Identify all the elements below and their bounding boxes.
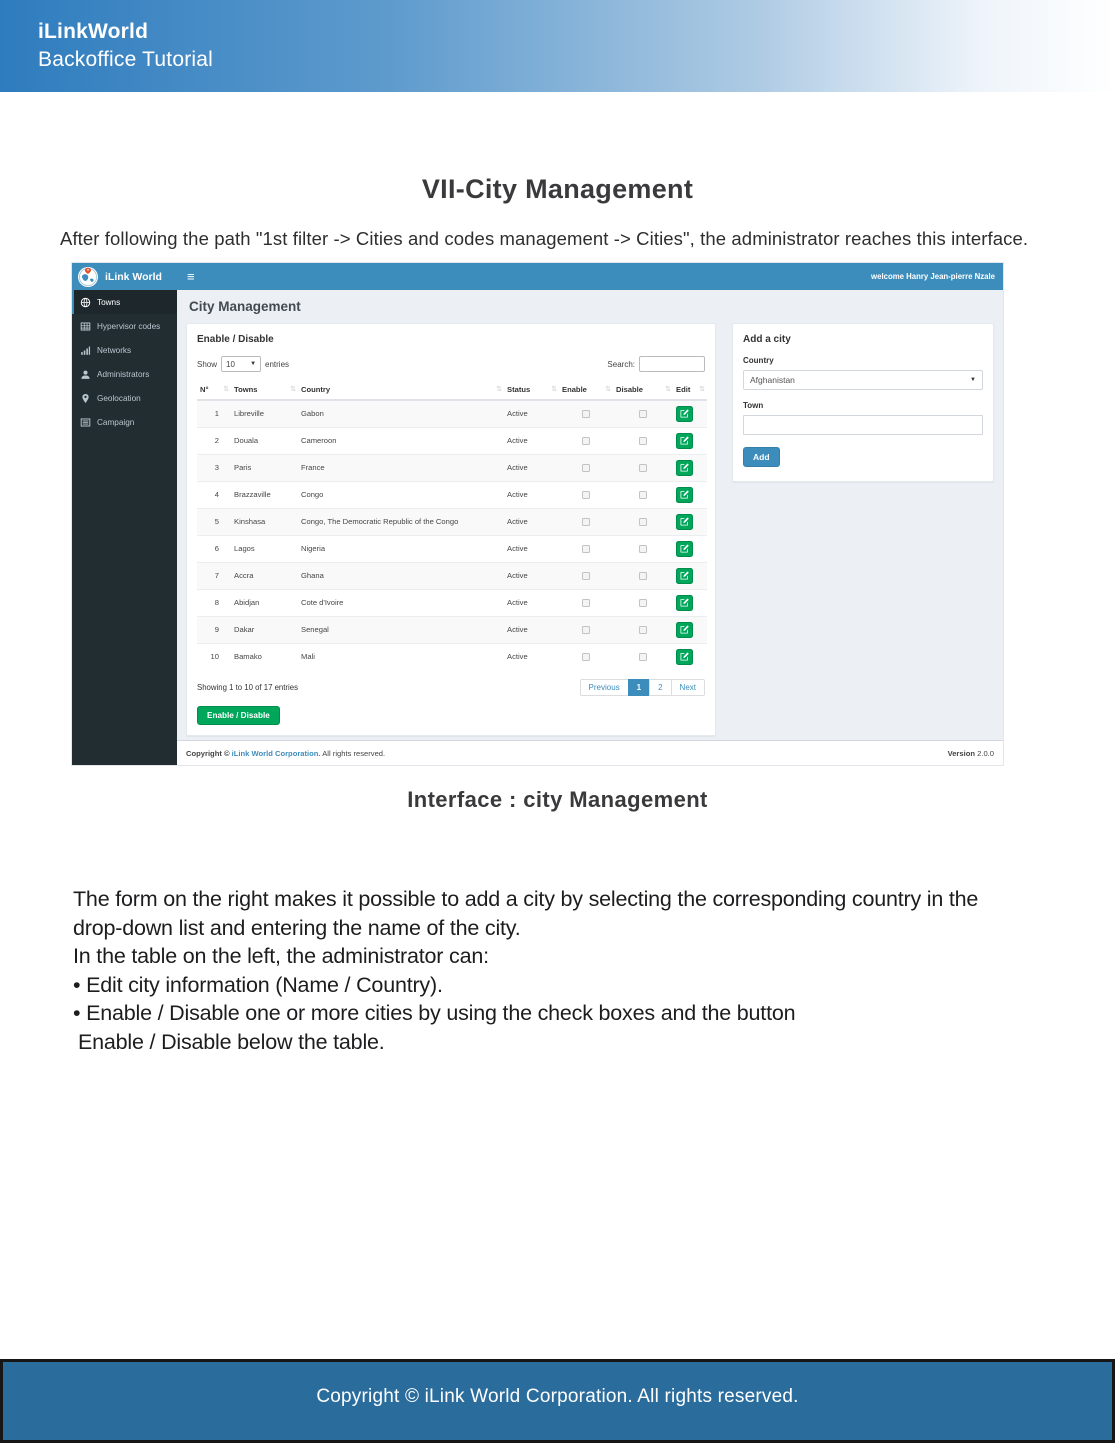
cell-enable <box>559 535 613 562</box>
cell-country: Nigeria <box>298 535 504 562</box>
disable-checkbox[interactable] <box>639 626 647 634</box>
cell-status: Active <box>504 562 559 589</box>
column-header-status[interactable]: Status ⇅ <box>504 380 559 400</box>
cell-country: Ghana <box>298 562 504 589</box>
signal-icon <box>80 345 91 356</box>
table-row <box>197 454 707 481</box>
cell-number: 7 <box>197 562 231 589</box>
edit-button[interactable] <box>676 460 693 476</box>
cell-town: Lagos <box>231 535 298 562</box>
sort-icon: ⇅ <box>665 386 671 393</box>
cell-town: Brazzaville <box>231 481 298 508</box>
cell-number: 6 <box>197 535 231 562</box>
cell-town: Bamako <box>231 643 298 670</box>
add-city-panel <box>732 323 994 482</box>
edit-button[interactable] <box>676 541 693 557</box>
sidebar-item-geolocation[interactable] <box>72 386 177 410</box>
disable-checkbox[interactable] <box>639 518 647 526</box>
city-table <box>197 380 707 670</box>
app-brand-name: iLink World <box>105 270 162 283</box>
cell-disable <box>613 562 673 589</box>
page-size-select[interactable] <box>221 356 261 372</box>
cell-country: Gabon <box>298 400 504 427</box>
enable-disable-button[interactable]: Enable / Disable <box>197 706 280 725</box>
body-text <box>73 885 1075 1056</box>
cell-status: Active <box>504 454 559 481</box>
cell-country: Mali <box>298 643 504 670</box>
app-sidebar <box>72 290 177 765</box>
body-line: drop-down list and entering the name of the city. <box>73 915 521 940</box>
pagination-page-2[interactable]: 2 <box>649 679 671 696</box>
pagination-previous[interactable]: Previous <box>580 679 629 696</box>
map-marker-icon <box>80 393 91 404</box>
cell-enable <box>559 481 613 508</box>
search-input[interactable] <box>639 356 705 372</box>
cell-number: 10 <box>197 643 231 670</box>
cell-number: 1 <box>197 400 231 427</box>
section-title: VII-City Management <box>421 174 694 204</box>
body-line: Enable / Disable below the table. <box>78 1029 385 1054</box>
tutorial-header <box>0 0 1115 92</box>
cell-town: Abidjan <box>231 589 298 616</box>
table-row <box>197 481 707 508</box>
cell-town: Libreville <box>231 400 298 427</box>
sort-icon: ⇅ <box>290 386 296 393</box>
tutorial-subtitle: Backoffice Tutorial <box>38 48 213 71</box>
sidebar-item-networks[interactable] <box>72 338 177 362</box>
disable-checkbox[interactable] <box>639 545 647 553</box>
cell-town: Dakar <box>231 616 298 643</box>
chevron-down-icon: ▼ <box>250 361 257 367</box>
enable-checkbox[interactable] <box>582 464 590 472</box>
cell-edit <box>673 562 707 589</box>
sidebar-item-towns[interactable] <box>72 290 177 314</box>
enable-checkbox[interactable] <box>582 410 590 418</box>
enable-checkbox[interactable] <box>582 491 590 499</box>
cell-country: Congo, The Democratic Republic of the Congo <box>298 508 504 535</box>
country-selected-value: Afghanistan <box>750 375 795 385</box>
edit-button[interactable] <box>676 514 693 530</box>
enable-checkbox[interactable] <box>582 599 590 607</box>
chevron-down-icon: ▼ <box>970 377 976 383</box>
cell-edit <box>673 427 707 454</box>
app-navbar <box>177 263 1003 290</box>
cell-enable <box>559 589 613 616</box>
cell-disable <box>613 454 673 481</box>
cell-status: Active <box>504 427 559 454</box>
table-row <box>197 589 707 616</box>
cell-disable <box>613 508 673 535</box>
body-line: • Enable / Disable one or more cities by using the check boxes and the button <box>73 1001 796 1025</box>
column-header-enable[interactable]: Enable ⇅ <box>559 380 613 400</box>
cell-disable <box>613 589 673 616</box>
footer-rights: All rights reserved. <box>320 748 386 758</box>
cell-status: Active <box>504 481 559 508</box>
hamburger-menu-icon[interactable]: ≡ <box>187 269 195 284</box>
cell-country: Senegal <box>298 616 504 643</box>
app-main-area <box>177 290 1003 765</box>
country-label: Country <box>743 356 774 365</box>
cell-town: Accra <box>231 562 298 589</box>
add-button[interactable]: Add <box>743 447 780 467</box>
table-icon <box>80 321 91 332</box>
enable-checkbox[interactable] <box>582 572 590 580</box>
user-icon <box>80 369 91 380</box>
sidebar-item-label: Towns <box>97 297 121 307</box>
sort-icon: ⇅ <box>699 386 705 393</box>
footer-copyright-prefix: Copyright © <box>186 748 232 758</box>
tutorial-brand: iLinkWorld <box>38 20 149 43</box>
cell-country: Cote d'Ivoire <box>298 589 504 616</box>
entries-label: entries <box>265 359 290 369</box>
search-label: Search: <box>607 359 635 369</box>
cell-town: Paris <box>231 454 298 481</box>
table-summary: Showing 1 to 10 of 17 entries <box>197 683 298 692</box>
cell-number: 9 <box>197 616 231 643</box>
cell-disable <box>613 427 673 454</box>
table-row <box>197 562 707 589</box>
cell-disable <box>613 616 673 643</box>
enable-checkbox[interactable] <box>582 653 590 661</box>
cell-number: 2 <box>197 427 231 454</box>
cell-edit <box>673 616 707 643</box>
cell-disable <box>613 481 673 508</box>
cell-disable <box>613 400 673 427</box>
cell-country: France <box>298 454 504 481</box>
column-header-country[interactable]: Country ⇅ <box>298 380 504 400</box>
footer-version-value: 2.0.0 <box>975 748 994 758</box>
sort-icon: ⇅ <box>551 386 557 393</box>
cell-enable <box>559 562 613 589</box>
disable-checkbox[interactable] <box>639 437 647 445</box>
edit-button[interactable] <box>676 622 693 638</box>
pagination-page-1[interactable]: 1 <box>628 679 650 696</box>
body-line: In the table on the left, the administrator can: <box>73 944 489 968</box>
intro-paragraph: After following the path "1st filter -> Cities and codes management -> Cities", the administrator reaches this interface. <box>60 228 1029 249</box>
cell-edit <box>673 481 707 508</box>
town-input[interactable] <box>743 415 983 435</box>
footer-company-link[interactable]: iLink World Corporation. <box>231 748 321 758</box>
table-row <box>197 508 707 535</box>
page-footer-text: Copyright © iLink World Corporation. All rights reserved. <box>316 1386 799 1407</box>
page-footer-bar <box>0 1359 1115 1443</box>
cell-status: Active <box>504 508 559 535</box>
cell-status: Active <box>504 400 559 427</box>
cell-edit <box>673 589 707 616</box>
cell-status: Active <box>504 535 559 562</box>
cell-enable <box>559 508 613 535</box>
welcome-user-label[interactable]: welcome Hanry Jean-pierre Nzale <box>871 272 995 281</box>
app-content <box>177 290 1003 740</box>
cell-disable <box>613 535 673 562</box>
body-line: • Edit city information (Name / Country). <box>73 972 443 997</box>
edit-button[interactable] <box>676 595 693 611</box>
table-row <box>197 616 707 643</box>
disable-checkbox[interactable] <box>639 410 647 418</box>
column-header-disable[interactable]: Disable ⇅ <box>613 380 673 400</box>
column-header-n[interactable]: N° ⇅ <box>197 380 231 400</box>
cell-number: 4 <box>197 481 231 508</box>
cell-number: 8 <box>197 589 231 616</box>
enable-checkbox[interactable] <box>582 626 590 634</box>
list-icon <box>80 417 91 428</box>
show-label: Show <box>197 359 218 369</box>
sidebar-item-campaign[interactable] <box>72 410 177 434</box>
app-footer <box>177 740 1003 765</box>
cell-number: 5 <box>197 508 231 535</box>
disable-checkbox[interactable] <box>639 572 647 580</box>
sidebar-item-label: Networks <box>97 345 132 355</box>
sidebar-item-label: Hypervisor codes <box>97 321 161 331</box>
edit-button[interactable] <box>676 649 693 665</box>
sort-icon: ⇅ <box>496 386 502 393</box>
cell-edit <box>673 400 707 427</box>
table-row <box>197 535 707 562</box>
cell-country: Cameroon <box>298 427 504 454</box>
globe-icon <box>80 297 91 308</box>
disable-checkbox[interactable] <box>639 653 647 661</box>
pagination-next[interactable]: Next <box>671 679 705 696</box>
town-label: Town <box>743 401 764 410</box>
cell-enable <box>559 454 613 481</box>
cell-edit <box>673 454 707 481</box>
table-row <box>197 643 707 670</box>
cell-number: 3 <box>197 454 231 481</box>
cell-edit <box>673 535 707 562</box>
backoffice-screenshot <box>72 263 1003 765</box>
pagination <box>581 679 705 696</box>
cell-status: Active <box>504 643 559 670</box>
edit-button[interactable] <box>676 487 693 503</box>
panel-title: Add a city <box>743 334 791 345</box>
cell-enable <box>559 616 613 643</box>
sidebar-item-hypervisor-codes[interactable] <box>72 314 177 338</box>
disable-checkbox[interactable] <box>639 491 647 499</box>
disable-checkbox[interactable] <box>639 599 647 607</box>
column-header-edit[interactable]: Edit ⇅ <box>673 380 707 400</box>
cell-enable <box>559 427 613 454</box>
body-line: The form on the right makes it possible to add a city by selecting the corresponding country in the <box>73 887 979 911</box>
cell-country: Congo <box>298 481 504 508</box>
enable-checkbox[interactable] <box>582 437 590 445</box>
column-header-towns[interactable]: Towns ⇅ <box>231 380 298 400</box>
cell-enable <box>559 400 613 427</box>
sidebar-item-label: Administrators <box>97 369 150 379</box>
enable-disable-panel <box>186 323 716 736</box>
panel-title: Enable / Disable <box>197 334 274 345</box>
edit-button[interactable] <box>676 568 693 584</box>
app-logo-icon <box>78 267 98 287</box>
edit-button[interactable] <box>676 406 693 422</box>
figure-caption: Interface : city Management <box>407 787 708 812</box>
sidebar-item-label: Geolocation <box>97 393 141 403</box>
sort-icon: ⇅ <box>605 386 611 393</box>
cell-edit <box>673 508 707 535</box>
sort-icon: ⇅ <box>223 386 229 393</box>
footer-version-label: Version <box>947 748 975 758</box>
cell-town: Douala <box>231 427 298 454</box>
app-logo-area[interactable] <box>72 263 177 290</box>
cell-edit <box>673 643 707 670</box>
disable-checkbox[interactable] <box>639 464 647 472</box>
cell-enable <box>559 643 613 670</box>
cell-status: Active <box>504 589 559 616</box>
sidebar-item-label: Campaign <box>97 417 135 427</box>
cell-town: Kinshasa <box>231 508 298 535</box>
cell-disable <box>613 643 673 670</box>
enable-checkbox[interactable] <box>582 518 590 526</box>
cell-status: Active <box>504 616 559 643</box>
city-table-body <box>197 400 707 670</box>
page-size-value: 10 <box>226 359 235 369</box>
page-title: City Management <box>189 299 301 314</box>
table-row <box>197 427 707 454</box>
enable-checkbox[interactable] <box>582 545 590 553</box>
sidebar-item-administrators[interactable] <box>72 362 177 386</box>
country-select[interactable] <box>743 370 983 390</box>
table-row <box>197 400 707 427</box>
edit-button[interactable] <box>676 433 693 449</box>
